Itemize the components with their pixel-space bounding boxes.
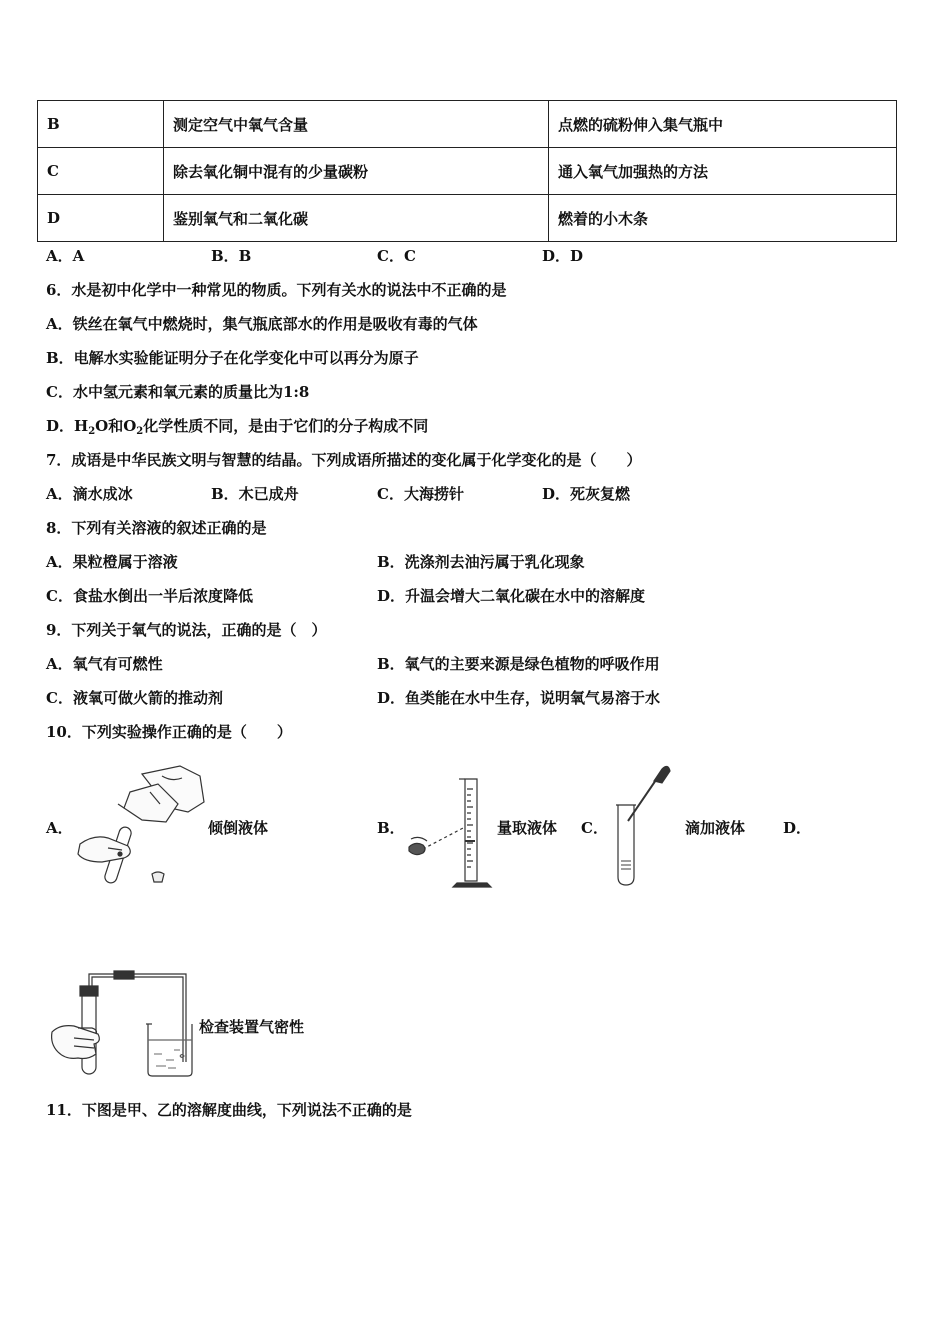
table-row bbox=[38, 195, 897, 242]
q10-choice-d-label[interactable]: D． bbox=[783, 819, 812, 837]
q7-choice-c[interactable]: C．大海捞针 bbox=[377, 485, 464, 503]
q6-d-mid: O和O bbox=[95, 417, 137, 435]
q8-choice-d[interactable]: D．升温会增大二氧化碳在水中的溶解度 bbox=[377, 587, 646, 605]
row-label: C bbox=[38, 148, 164, 195]
q5-choice-d[interactable]: D．D bbox=[542, 247, 584, 265]
row-method: 燃着的小木条 bbox=[549, 195, 897, 242]
q7-choice-b[interactable]: B．木已成舟 bbox=[211, 485, 299, 503]
q10-caption-c: 滴加液体 bbox=[685, 819, 746, 837]
q10-choice-c-label[interactable]: C． bbox=[581, 819, 608, 837]
q6-d-sub1: 2 bbox=[88, 426, 96, 437]
row-experiment: 鉴别氧气和二氧化碳 bbox=[164, 195, 549, 242]
pouring-liquid-illustration bbox=[72, 762, 208, 892]
q10-caption-d: 检查装置气密性 bbox=[199, 1018, 305, 1036]
q6-choice-d[interactable] bbox=[46, 417, 428, 435]
dropper-illustration bbox=[610, 765, 674, 889]
q6-d-sub2: 2 bbox=[136, 426, 144, 437]
q7-choice-a[interactable]: A．滴水成冰 bbox=[46, 485, 133, 503]
q6-choice-a[interactable]: A．铁丝在氧气中燃烧时，集气瓶底部水的作用是吸收有毒的气体 bbox=[46, 315, 478, 333]
q7-stem: 7．成语是中华民族文明与智慧的结晶。下列成语所描述的变化属于化学变化的是（ ） bbox=[46, 451, 642, 469]
q5-choice-c[interactable]: C．C bbox=[377, 247, 416, 265]
row-method: 通入氧气加强热的方法 bbox=[549, 148, 897, 195]
row-label: D bbox=[38, 195, 164, 242]
q10-caption-a: 倾倒液体 bbox=[208, 819, 269, 837]
q5-choice-a[interactable]: A．A bbox=[46, 247, 85, 265]
q6-choice-b[interactable]: B．电解水实验能证明分子在化学变化中可以再分为原子 bbox=[46, 349, 419, 367]
q9-choice-c[interactable]: C．液氧可做火箭的推动剂 bbox=[46, 689, 223, 707]
q10-stem: 10．下列实验操作正确的是（ ） bbox=[46, 723, 292, 741]
q10-caption-b: 量取液体 bbox=[497, 819, 558, 837]
q9-stem: 9．下列关于氧气的说法，正确的是（ ） bbox=[46, 621, 327, 639]
options-table bbox=[37, 100, 897, 242]
q8-choice-b[interactable]: B．洗涤剂去油污属于乳化现象 bbox=[377, 553, 585, 571]
q8-choice-c[interactable]: C．食盐水倒出一半后浓度降低 bbox=[46, 587, 253, 605]
row-experiment: 测定空气中氧气含量 bbox=[164, 101, 549, 148]
q6-d-suffix: 化学性质不同，是由于它们的分子构成不同 bbox=[143, 417, 429, 435]
row-experiment: 除去氧化铜中混有的少量碳粉 bbox=[164, 148, 549, 195]
row-label: B bbox=[38, 101, 164, 148]
table-row bbox=[38, 101, 897, 148]
q8-choice-a[interactable]: A．果粒橙属于溶液 bbox=[46, 553, 178, 571]
airtightness-check-illustration bbox=[48, 968, 196, 1080]
q6-stem: 6．水是初中化学中一种常见的物质。下列有关水的说法中不正确的是 bbox=[46, 281, 507, 299]
q6-d-prefix: D．H bbox=[46, 417, 89, 435]
q7-choice-d[interactable]: D．死灰复燃 bbox=[542, 485, 631, 503]
q9-choice-a[interactable]: A．氧气有可燃性 bbox=[46, 655, 163, 673]
row-method: 点燃的硫粉伸入集气瓶中 bbox=[549, 101, 897, 148]
table-row bbox=[38, 148, 897, 195]
q5-choice-b[interactable]: B．B bbox=[211, 247, 252, 265]
q10-choice-b-label[interactable]: B． bbox=[377, 819, 405, 837]
q11-stem: 11．下图是甲、乙的溶解度曲线，下列说法不正确的是 bbox=[46, 1101, 412, 1119]
q8-stem: 8．下列有关溶液的叙述正确的是 bbox=[46, 519, 267, 537]
q9-choice-d[interactable]: D．鱼类能在水中生存，说明氧气易溶于水 bbox=[377, 689, 661, 707]
q9-choice-b[interactable]: B．氧气的主要来源是绿色植物的呼吸作用 bbox=[377, 655, 660, 673]
q6-choice-c[interactable]: C．水中氢元素和氧元素的质量比为1:8 bbox=[46, 383, 310, 401]
measuring-cylinder-illustration bbox=[405, 775, 497, 890]
q10-choice-a-label[interactable]: A． bbox=[46, 819, 73, 837]
